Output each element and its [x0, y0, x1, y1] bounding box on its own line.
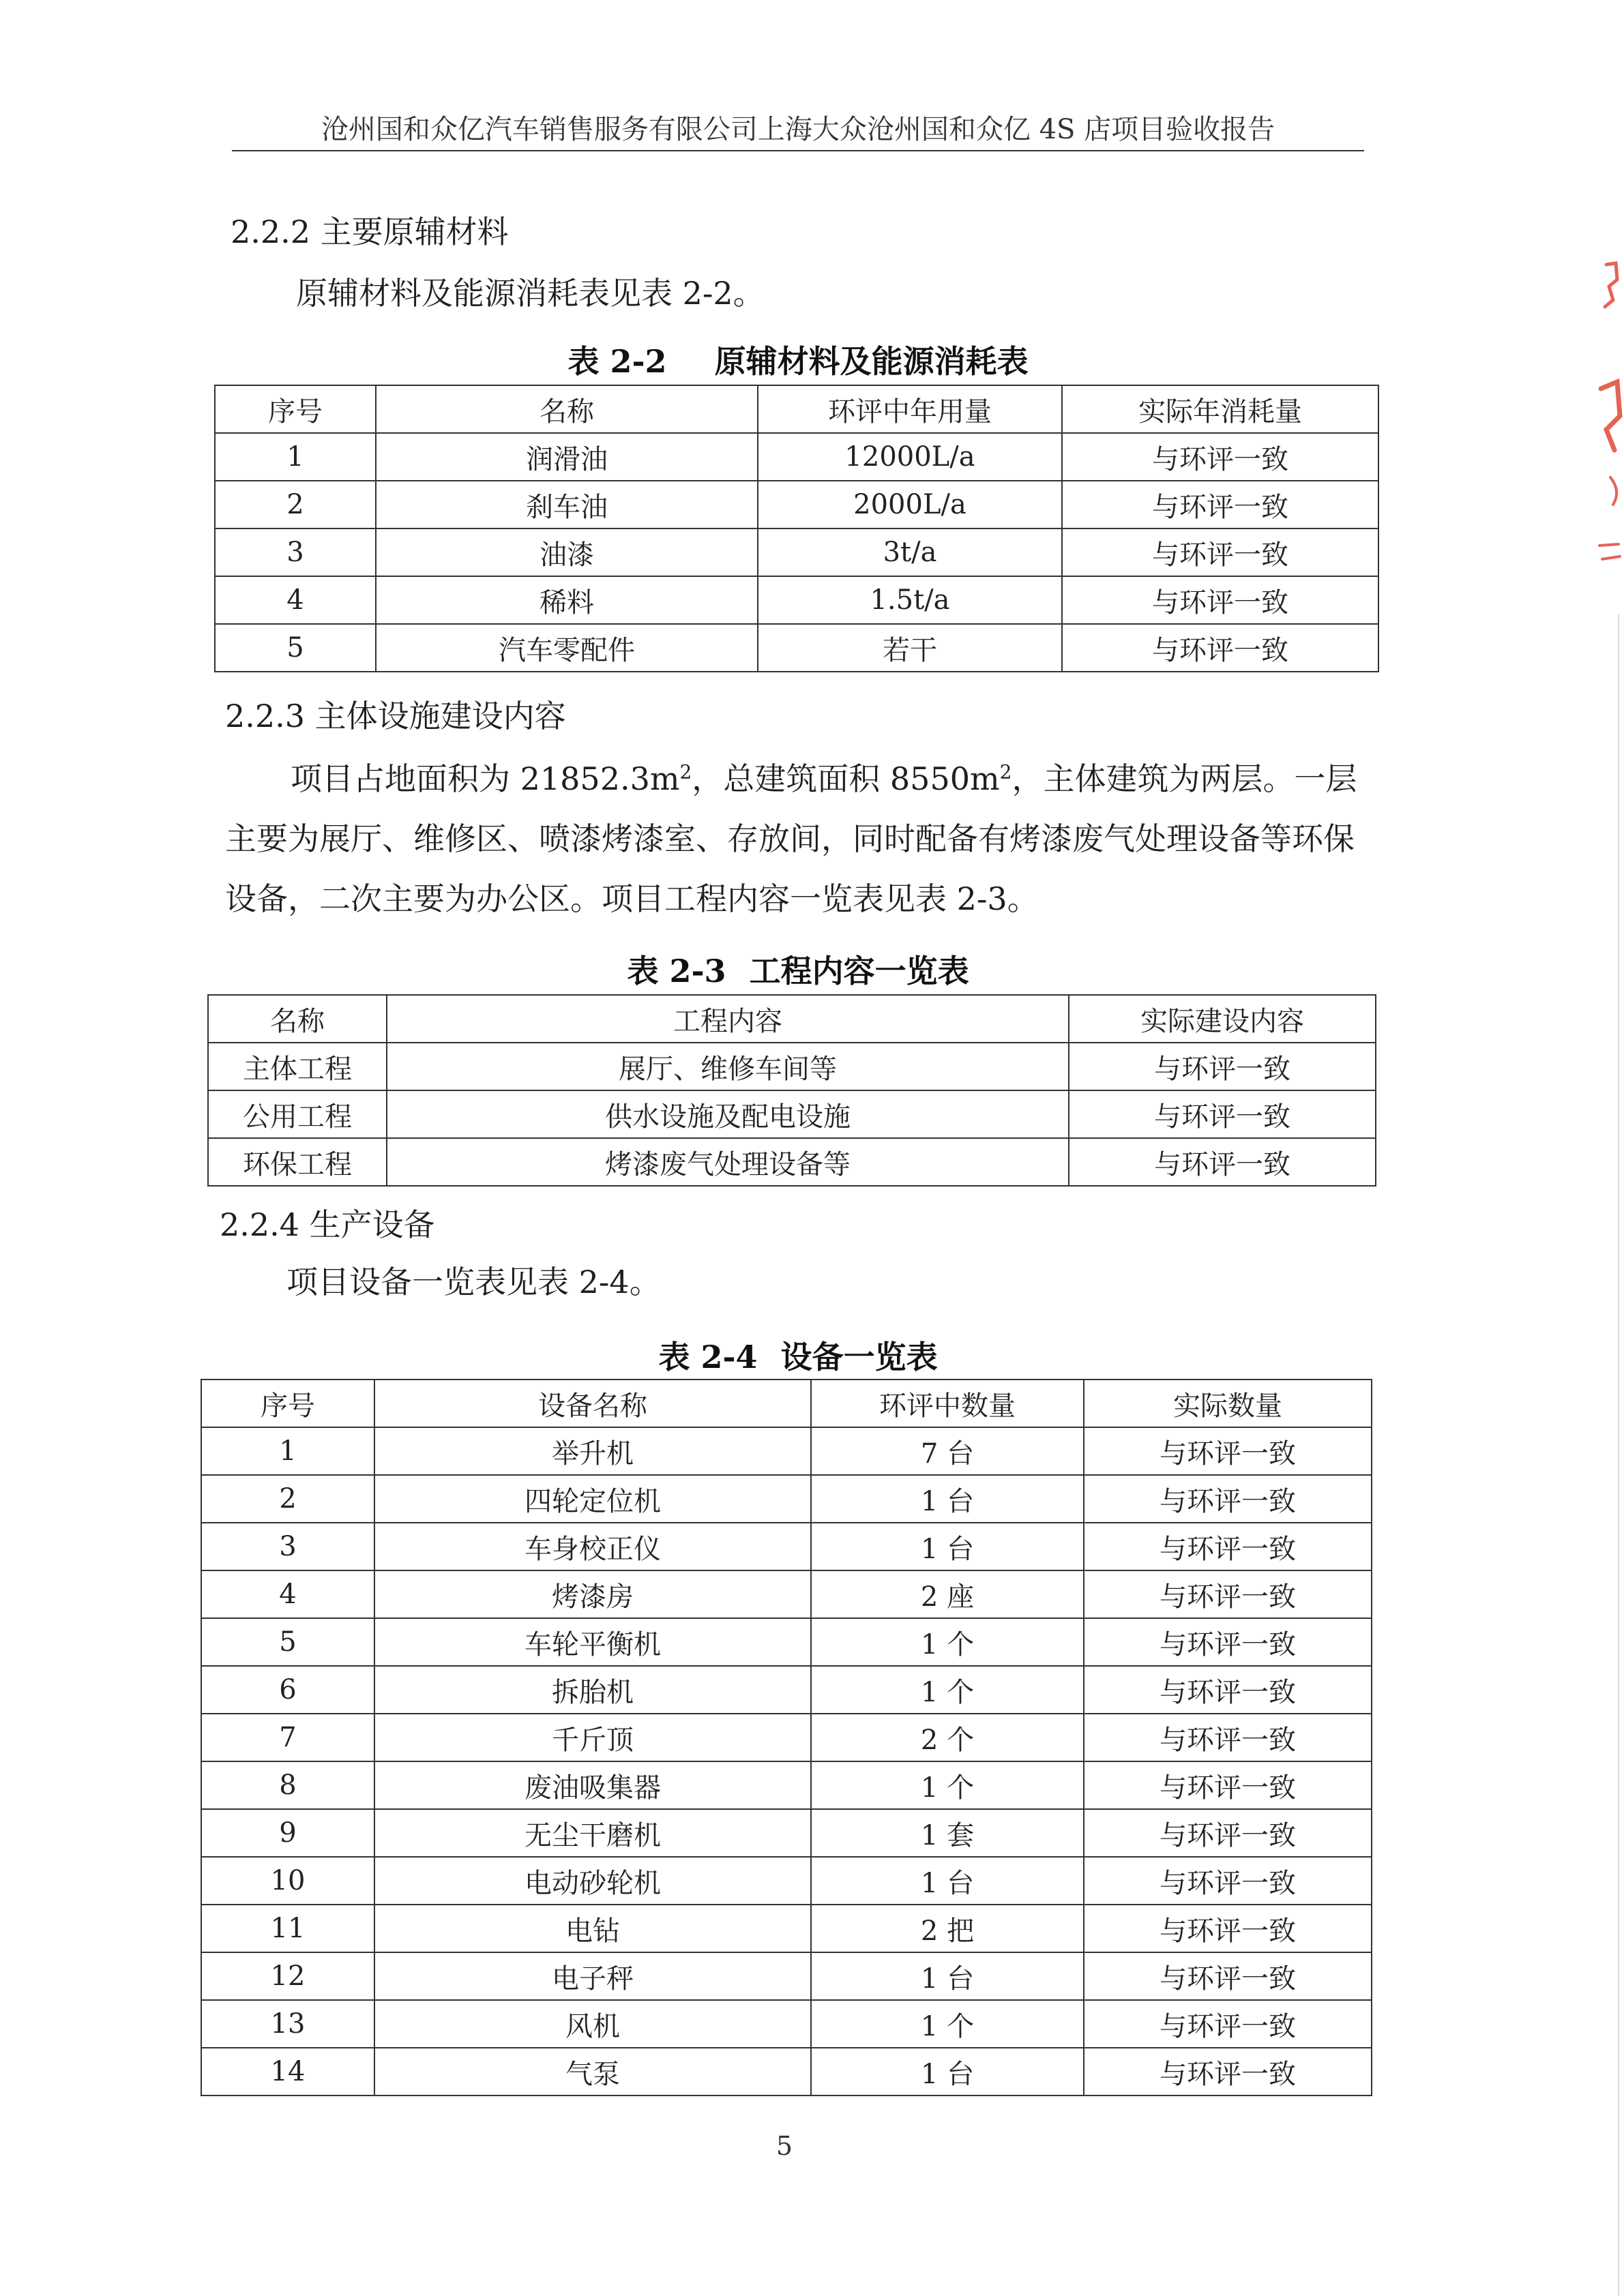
table-cell: 展厅、维修车间等: [387, 1043, 1069, 1090]
table-row: [201, 1427, 1372, 1475]
table-2-4-header-cell: 环评中数量: [811, 1380, 1084, 1427]
table-cell: 1: [215, 433, 376, 481]
table-row: [201, 1570, 1372, 1618]
table-cell: 与环评一致: [1062, 481, 1378, 528]
table-2-4-caption: [225, 1337, 1371, 1377]
section-2-2-4-title: 2.2.4 生产设备: [220, 1206, 435, 1243]
table-cell: 废油吸集器: [374, 1761, 811, 1809]
table-cell: 若干: [758, 624, 1062, 672]
table-cell: 4: [215, 576, 376, 624]
table-row: [201, 1905, 1372, 1952]
table-cell: 与环评一致: [1069, 1090, 1376, 1138]
header-rule: [232, 150, 1364, 151]
table-cell: 与环评一致: [1084, 1475, 1372, 1523]
table-2-2-header-cell: 名称: [376, 385, 758, 433]
table-cell: 3: [201, 1523, 374, 1570]
table-2-2-header-cell: 序号: [215, 385, 376, 433]
table-cell: 12: [201, 1952, 374, 2000]
table-cell: 1 个: [811, 2000, 1084, 2048]
table-cell: 1.5t/a: [758, 576, 1062, 624]
table-cell: 拆胎机: [374, 1666, 811, 1714]
table-2-2-caption: [225, 341, 1371, 382]
table-cell: 风机: [374, 2000, 811, 2048]
table-cell: 稀料: [376, 576, 758, 624]
table-cell: 四轮定位机: [374, 1475, 811, 1523]
page-number: 5: [776, 2131, 793, 2161]
table-cell: 14: [201, 2048, 374, 2096]
table-2-2: [214, 385, 1379, 672]
table-cell: 3t/a: [758, 528, 1062, 576]
table-cell: 1 个: [811, 1618, 1084, 1666]
table-cell: 2 个: [811, 1714, 1084, 1761]
table-cell: 汽车零配件: [376, 624, 758, 672]
table-2-2-header-cell: 实际年消耗量: [1062, 385, 1378, 433]
table-cell: 5: [215, 624, 376, 672]
table-cell: 与环评一致: [1084, 1523, 1372, 1570]
table-2-4-header-cell: 序号: [201, 1380, 374, 1427]
page-header: 沧州国和众亿汽车销售服务有限公司上海大众沧州国和众亿 4S 店项目验收报告: [321, 114, 1275, 145]
section-2-2-3-paragraph: [225, 749, 1371, 929]
table-2-4-header-cell: 实际数量: [1084, 1380, 1372, 1427]
table-2-2-caption-title: 原辅材料及能源消耗表: [714, 343, 1029, 380]
table-cell: 与环评一致: [1062, 624, 1378, 672]
table-cell: 11: [201, 1905, 374, 1952]
table-cell: 1 台: [811, 1475, 1084, 1523]
table-cell: 与环评一致: [1084, 1714, 1372, 1761]
table-cell: 电钻: [374, 1905, 811, 1952]
table-cell: 4: [201, 1570, 374, 1618]
table-row: [208, 1138, 1376, 1186]
table-cell: 千斤顶: [374, 1714, 811, 1761]
table-cell: 与环评一致: [1084, 1761, 1372, 1809]
table-row: [201, 1809, 1372, 1857]
table-2-3: [207, 994, 1376, 1187]
superscript: 2: [679, 760, 692, 784]
table-cell: 7: [201, 1714, 374, 1761]
table-cell: 与环评一致: [1084, 1952, 1372, 2000]
section-2-2-2-text: 原辅材料及能源消耗表见表 2-2。: [296, 275, 765, 312]
table-cell: 2: [201, 1475, 374, 1523]
table-cell: 与环评一致: [1084, 2048, 1372, 2096]
table-row: [208, 1090, 1376, 1138]
table-2-3-header-row: [208, 995, 1376, 1043]
table-cell: 8: [201, 1761, 374, 1809]
table-cell: 主体工程: [208, 1043, 387, 1090]
section-2-2-3-title: 2.2.3 主体设施建设内容: [225, 698, 566, 734]
table-cell: 与环评一致: [1084, 1666, 1372, 1714]
table-cell: 烤漆废气处理设备等: [387, 1138, 1069, 1186]
table-cell: 无尘干磨机: [374, 1809, 811, 1857]
table-cell: 1 台: [811, 1523, 1084, 1570]
table-cell: 1 台: [811, 1952, 1084, 2000]
table-cell: 与环评一致: [1084, 1570, 1372, 1618]
table-cell: 环保工程: [208, 1138, 387, 1186]
table-cell: 1 套: [811, 1809, 1084, 1857]
table-cell: 2 把: [811, 1905, 1084, 1952]
paragraph-text: ，主体建筑为两层。一层主要为展厅、维修区、喷漆烤漆室、存放间，同时配备有烤漆废气处理设备等环保设备，二次主要为办公区。项目工程内容一览表见表 2-3。: [225, 760, 1357, 917]
table-2-4-caption-title: 设备一览表: [780, 1339, 938, 1375]
table-cell: 油漆: [376, 528, 758, 576]
table-row: [201, 1523, 1372, 1570]
table-row: [201, 1761, 1372, 1809]
table-cell: 与环评一致: [1069, 1043, 1376, 1090]
table-row: [201, 1857, 1372, 1905]
table-row: [201, 2048, 1372, 2096]
table-row: [215, 624, 1378, 672]
table-row: [201, 1618, 1372, 1666]
table-cell: 1: [201, 1427, 374, 1475]
table-cell: 13: [201, 2000, 374, 2048]
table-cell: 举升机: [374, 1427, 811, 1475]
table-cell: 供水设施及配电设施: [387, 1090, 1069, 1138]
table-2-2-header-row: [215, 385, 1378, 433]
table-cell: 与环评一致: [1062, 576, 1378, 624]
table-cell: 3: [215, 528, 376, 576]
table-row: [208, 1043, 1376, 1090]
paragraph-text: ，总建筑面积 8550m: [692, 760, 1000, 797]
table-cell: 2000L/a: [758, 481, 1062, 528]
table-cell: 与环评一致: [1069, 1138, 1376, 1186]
table-cell: 润滑油: [376, 433, 758, 481]
superscript: 2: [999, 760, 1012, 784]
table-2-3-caption-number: 表 2-3: [627, 953, 726, 989]
table-cell: 与环评一致: [1084, 1809, 1372, 1857]
table-cell: 与环评一致: [1084, 2000, 1372, 2048]
table-cell: 烤漆房: [374, 1570, 811, 1618]
table-cell: 与环评一致: [1062, 433, 1378, 481]
table-cell: 1 台: [811, 2048, 1084, 2096]
table-cell: 公用工程: [208, 1090, 387, 1138]
seal-stamp-icon: [1586, 259, 1624, 586]
table-cell: 7 台: [811, 1427, 1084, 1475]
table-cell: 刹车油: [376, 481, 758, 528]
table-row: [201, 1666, 1372, 1714]
table-cell: 气泵: [374, 2048, 811, 2096]
table-row: [215, 481, 1378, 528]
table-2-2-caption-number: 表 2-2: [567, 343, 667, 380]
table-2-3-header-cell: 实际建设内容: [1069, 995, 1376, 1043]
table-2-4-header-row: [201, 1380, 1372, 1427]
table-cell: 1 台: [811, 1857, 1084, 1905]
table-2-3-caption: [225, 951, 1371, 992]
table-cell: 与环评一致: [1084, 1905, 1372, 1952]
table-cell: 1 个: [811, 1666, 1084, 1714]
table-row: [215, 576, 1378, 624]
table-cell: 车身校正仪: [374, 1523, 811, 1570]
table-2-3-header-cell: 名称: [208, 995, 387, 1043]
table-row: [201, 1952, 1372, 2000]
table-cell: 1 个: [811, 1761, 1084, 1809]
table-2-4-header-cell: 设备名称: [374, 1380, 811, 1427]
table-cell: 车轮平衡机: [374, 1618, 811, 1666]
table-cell: 电动砂轮机: [374, 1857, 811, 1905]
table-2-3-caption-title: 工程内容一览表: [749, 953, 969, 989]
table-cell: 12000L/a: [758, 433, 1062, 481]
table-2-3-header-cell: 工程内容: [387, 995, 1069, 1043]
section-2-2-2-title: 2.2.2 主要原辅材料: [231, 213, 509, 250]
table-cell: 与环评一致: [1062, 528, 1378, 576]
scan-margin-line: [1618, 614, 1619, 2296]
table-cell: 5: [201, 1618, 374, 1666]
table-cell: 与环评一致: [1084, 1427, 1372, 1475]
table-2-4: [201, 1379, 1372, 2096]
table-2-2-header-cell: 环评中年用量: [758, 385, 1062, 433]
section-2-2-4-text: 项目设备一览表见表 2-4。: [286, 1264, 661, 1300]
table-2-4-caption-number: 表 2-4: [658, 1339, 758, 1375]
table-row: [201, 1475, 1372, 1523]
table-cell: 与环评一致: [1084, 1857, 1372, 1905]
table-cell: 2: [215, 481, 376, 528]
table-cell: 10: [201, 1857, 374, 1905]
table-cell: 电子秤: [374, 1952, 811, 2000]
table-row: [201, 1714, 1372, 1761]
table-row: [215, 528, 1378, 576]
table-row: [201, 2000, 1372, 2048]
table-cell: 2 座: [811, 1570, 1084, 1618]
table-cell: 6: [201, 1666, 374, 1714]
table-cell: 与环评一致: [1084, 1618, 1372, 1666]
table-cell: 9: [201, 1809, 374, 1857]
table-row: [215, 433, 1378, 481]
paragraph-text: 项目占地面积为 21852.3m: [291, 760, 680, 797]
